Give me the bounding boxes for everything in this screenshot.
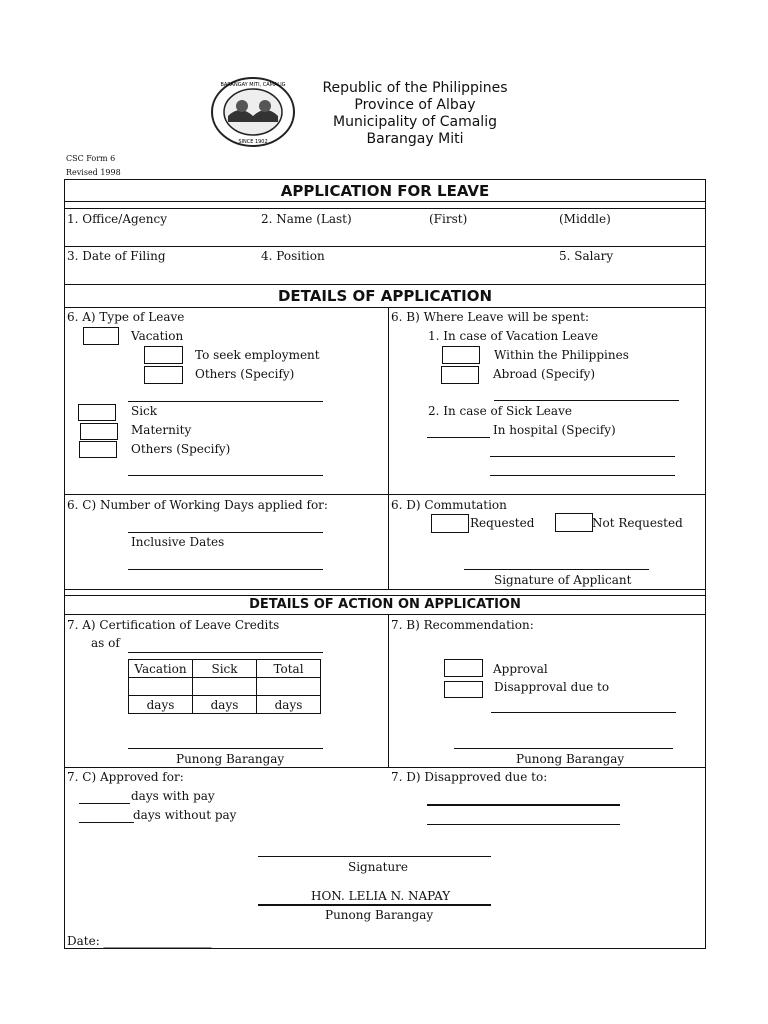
as-of-line[interactable] [128, 652, 323, 653]
applicant-signature-line[interactable] [464, 569, 649, 570]
seek-employment-checkbox[interactable] [144, 346, 183, 364]
header-line-barangay: Barangay Miti [366, 131, 464, 147]
abroad-label: Abroad (Specify) [493, 367, 596, 381]
credits-header-vacation: Vacation [129, 660, 193, 678]
certification-signature-line[interactable] [128, 748, 323, 749]
days-without-pay-blank[interactable] [79, 822, 134, 823]
recommendation-signatory: Punong Barangay [516, 752, 625, 766]
header-line-republic: Republic of the Philippines [322, 80, 508, 96]
credits-total-value[interactable] [257, 678, 321, 696]
leave-credits-table [128, 659, 321, 714]
others-sick-checkbox[interactable] [79, 441, 117, 458]
approved-for-label: 7. C) Approved for: [67, 770, 184, 784]
office-agency-label: 1. Office/Agency [67, 212, 168, 226]
others-vacation-checkbox[interactable] [144, 366, 183, 384]
others-vacation-line[interactable] [128, 401, 323, 402]
svg-text:SINCE 1902: SINCE 1902 [238, 139, 268, 145]
approval-checkbox[interactable] [444, 659, 483, 677]
credits-sick-value[interactable] [193, 678, 257, 696]
form-number: CSC Form 6 [66, 154, 116, 163]
maternity-label: Maternity [131, 423, 192, 437]
signatory-title: Punong Barangay [325, 908, 434, 922]
vacation-label: Vacation [131, 329, 184, 343]
vacation-checkbox[interactable] [83, 327, 119, 345]
disapproved-reason-line-1[interactable] [427, 804, 620, 806]
sick-checkbox[interactable] [78, 404, 116, 421]
maternity-checkbox[interactable] [80, 423, 118, 440]
as-of-label: as of [91, 636, 120, 650]
svg-text:BARANGAY MITI, CAMALIG: BARANGAY MITI, CAMALIG [220, 82, 286, 88]
position-label: 4. Position [261, 249, 325, 263]
within-ph-label: Within the Philippines [494, 348, 629, 362]
disapproved-reason-line-2[interactable] [427, 824, 620, 825]
disapproval-reason-line[interactable] [491, 712, 676, 713]
not-requested-label: Not Requested [592, 516, 683, 530]
signatory-name: HON. LELIA N. NAPAY [311, 889, 451, 903]
credits-unit-sick: days [193, 696, 257, 714]
abroad-line[interactable] [494, 400, 679, 401]
sick-label: Sick [131, 404, 158, 418]
credits-unit-vacation: days [129, 696, 193, 714]
sick-case-label: 2. In case of Sick Leave [428, 404, 572, 418]
inclusive-dates-line[interactable] [128, 569, 323, 570]
final-signature-line[interactable] [258, 856, 491, 857]
credits-vacation-value[interactable] [129, 678, 193, 696]
barangay-seal [210, 76, 296, 148]
approval-label: Approval [493, 662, 548, 676]
others-vacation-label: Others (Specify) [195, 367, 295, 381]
disapproval-label: Disapproval due to [494, 680, 610, 694]
in-hospital-label: In hospital (Specify) [493, 423, 616, 437]
credits-unit-total: days [257, 696, 321, 714]
others-sick-label: Others (Specify) [131, 442, 231, 456]
date-filing-label: 3. Date of Filing [67, 249, 166, 263]
details-heading: DETAILS OF APPLICATION [277, 287, 493, 305]
hospital-line-2[interactable] [490, 475, 675, 476]
header-line-province: Province of Albay [354, 97, 476, 113]
hospital-line-1[interactable] [490, 456, 675, 457]
vacation-case-label: 1. In case of Vacation Leave [428, 329, 599, 343]
requested-label: Requested [470, 516, 535, 530]
certification-label: 7. A) Certification of Leave Credits [67, 618, 280, 632]
days-with-pay-label: days with pay [131, 789, 215, 803]
hospital-blank[interactable] [427, 437, 490, 438]
certification-signatory: Punong Barangay [176, 752, 285, 766]
days-without-pay-label: days without pay [133, 808, 237, 822]
abroad-checkbox[interactable] [441, 366, 479, 384]
disapproval-checkbox[interactable] [444, 681, 483, 698]
name-last-label: 2. Name (Last) [261, 212, 352, 226]
action-heading: DETAILS OF ACTION ON APPLICATION [249, 597, 521, 612]
salary-label: 5. Salary [559, 249, 614, 263]
recommendation-label: 7. B) Recommendation: [391, 618, 534, 632]
others-sick-line[interactable] [128, 475, 323, 476]
disapproved-label: 7. D) Disapproved due to: [391, 770, 548, 784]
name-middle-label: (Middle) [559, 212, 611, 226]
where-spent-label: 6. B) Where Leave will be spent: [391, 310, 590, 324]
working-days-line[interactable] [128, 532, 323, 533]
final-signature-label: Signature [348, 860, 409, 874]
inclusive-dates-label: Inclusive Dates [131, 535, 225, 549]
commutation-label: 6. D) Commutation [391, 498, 507, 512]
type-of-leave-label: 6. A) Type of Leave [67, 310, 185, 324]
not-requested-checkbox[interactable] [555, 513, 593, 532]
working-days-label: 6. C) Number of Working Days applied for: [67, 498, 328, 512]
credits-header-total: Total [257, 660, 321, 678]
date-field[interactable]: Date: __________________ [67, 934, 212, 948]
form-revision: Revised 1998 [66, 168, 121, 177]
seek-employment-label: To seek employment [195, 348, 320, 362]
within-ph-checkbox[interactable] [442, 346, 480, 364]
recommendation-signature-line[interactable] [454, 748, 673, 749]
header-line-municipality: Municipality of Camalig [333, 114, 497, 130]
requested-checkbox[interactable] [431, 514, 469, 533]
form-title: APPLICATION FOR LEAVE [280, 182, 490, 200]
credits-header-sick: Sick [193, 660, 257, 678]
applicant-signature-label: Signature of Applicant [494, 573, 632, 587]
header-address [300, 80, 530, 148]
days-with-pay-blank[interactable] [79, 803, 130, 804]
name-first-label: (First) [429, 212, 468, 226]
